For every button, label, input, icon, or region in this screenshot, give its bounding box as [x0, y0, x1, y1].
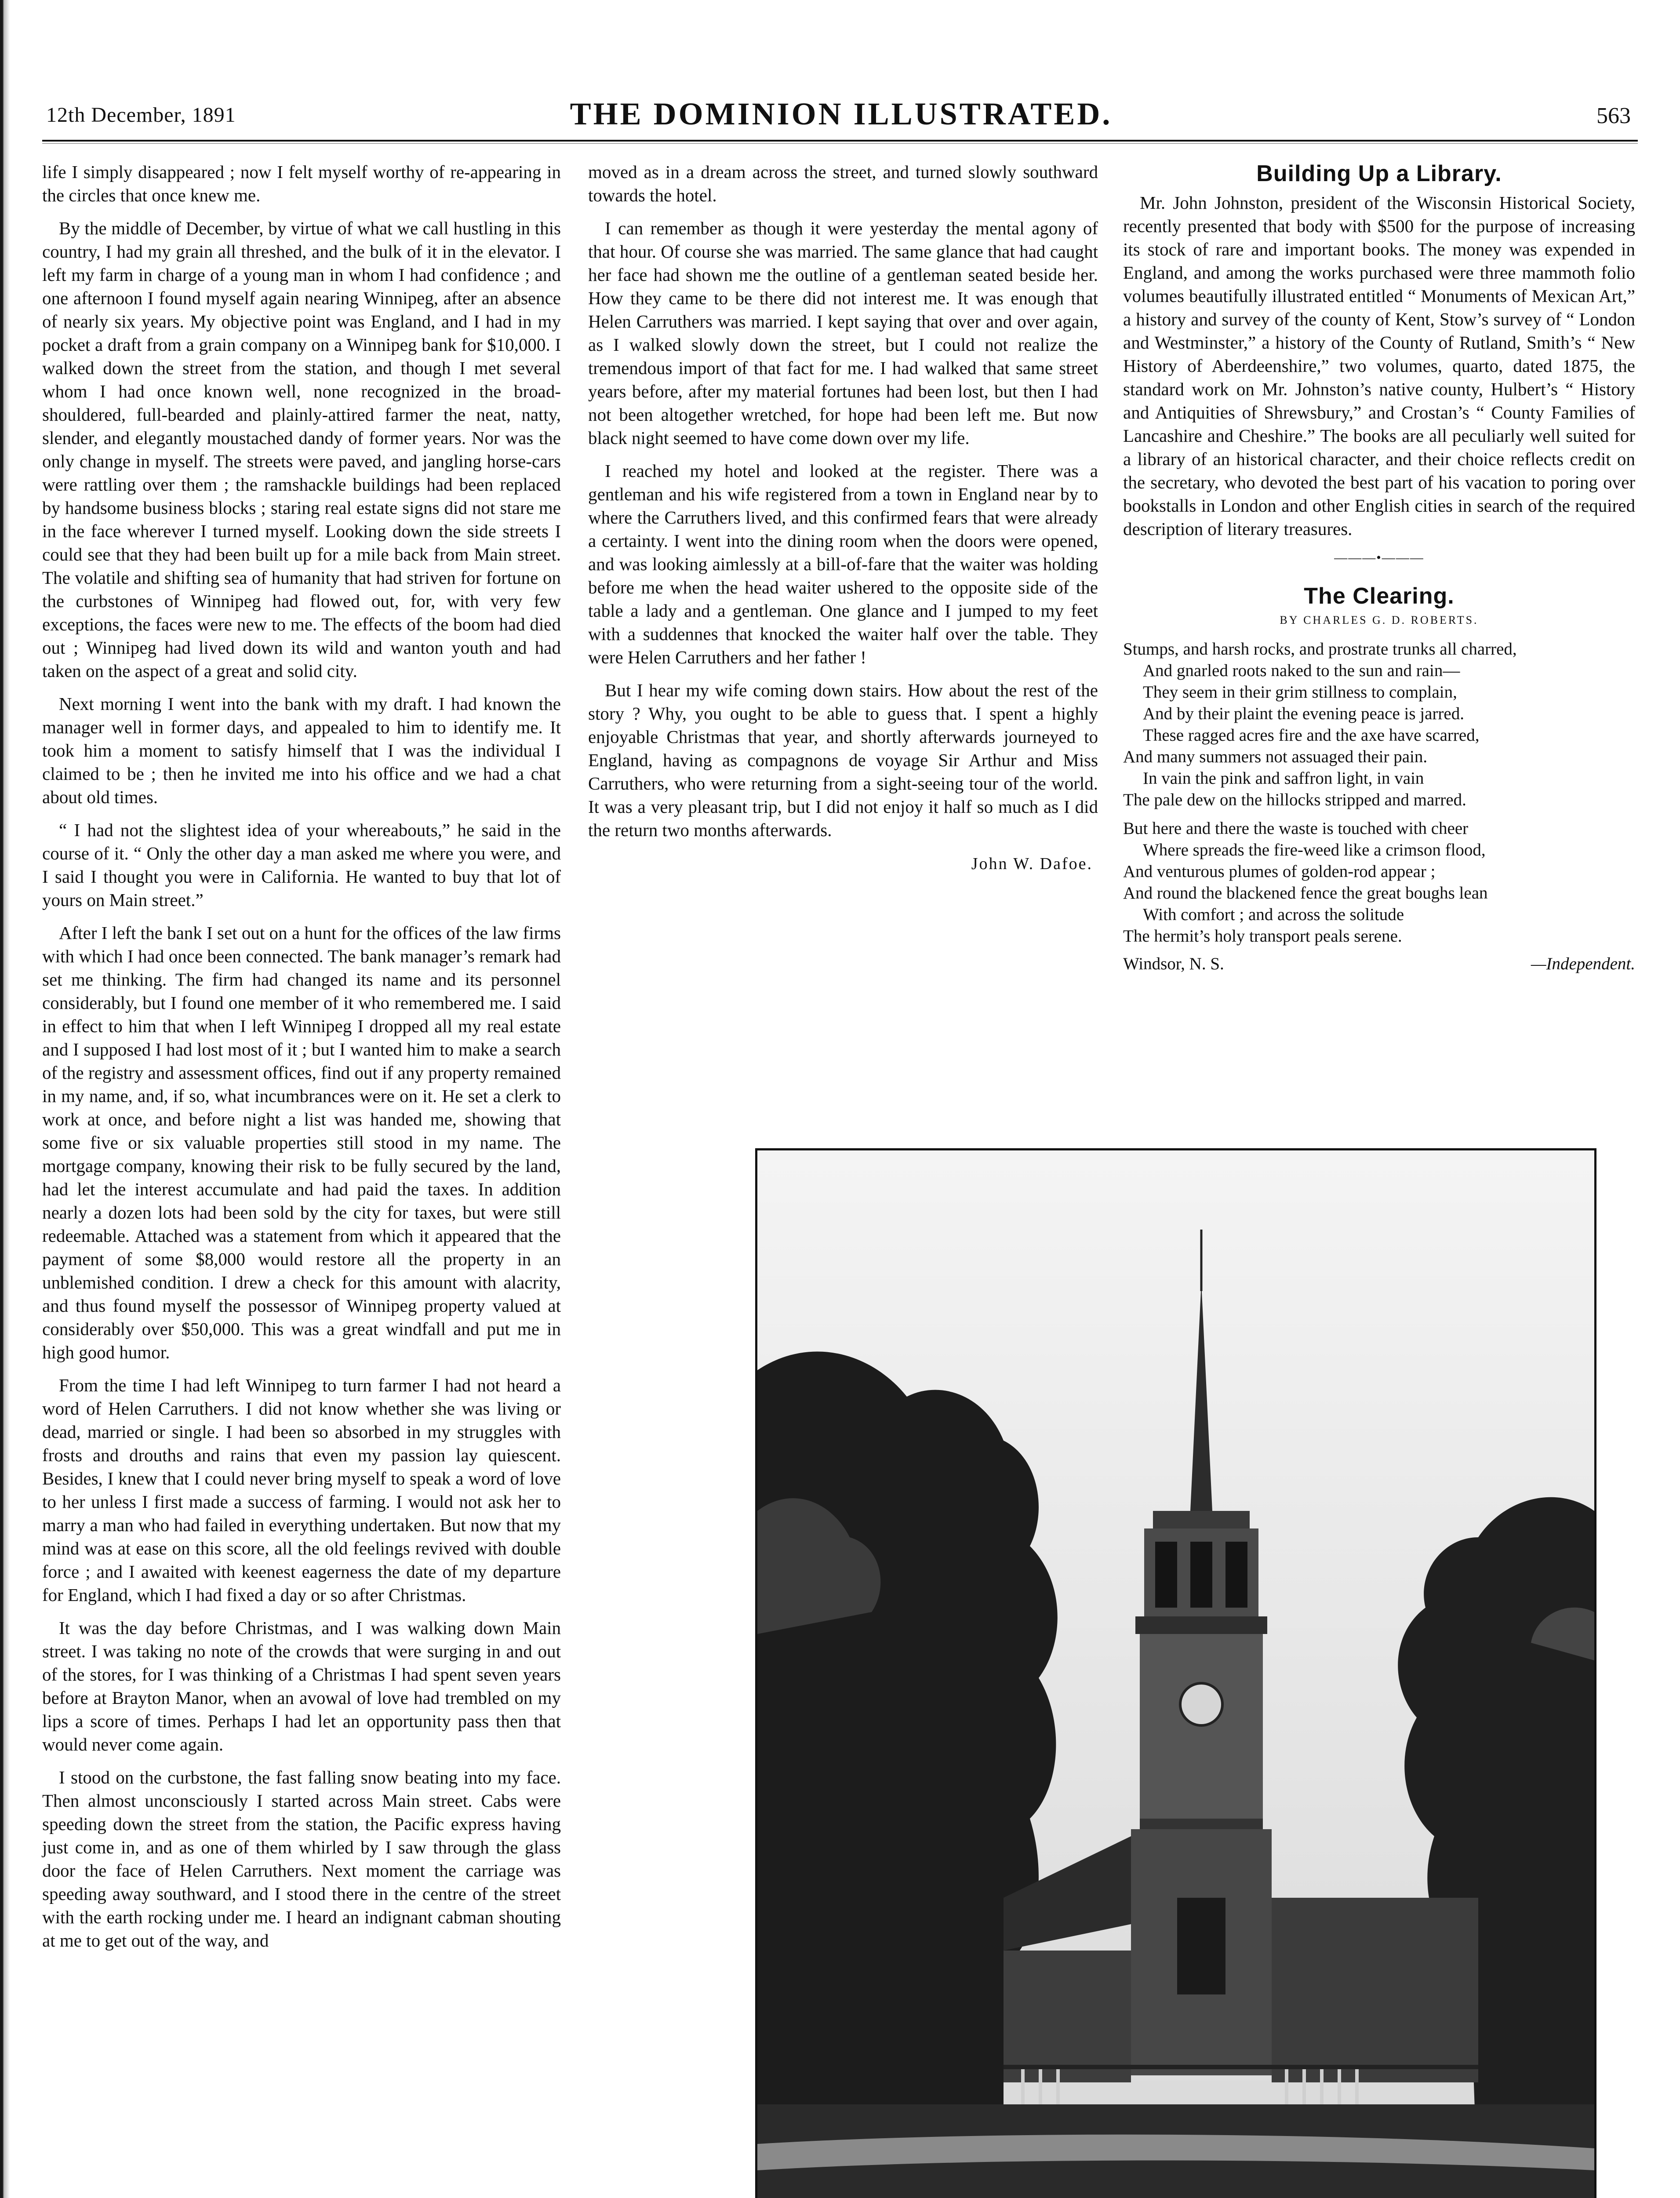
story-paragraph: It was the day before Christmas, and I was walking down Main street. I was taking no note of the crowds that were surging in and out of the stores, for I was thinking of a Christmas I had spent seven years before at Brayton Manor, when an avowal of love had trembled on my lips a score of times. Perhaps I had let an opportunity pass then that would never come again. [42, 1618, 561, 1754]
poem-stanza [1123, 818, 1635, 947]
poem-line: Where spreads the fire-weed like a crimson flood, [1143, 841, 1486, 859]
story-paragraph: I stood on the curbstone, the fast falling snow beating into my face. Then almost unconsciously I started across Main street. Cabs were speeding down the street from the station, the Pacific express having just come in, and as one of them whirled by I saw through the glass door the face of Helen Carruthers. Next moment the carriage was speeding away southward, and I stood there in the centre of the street with the earth rocking under me. I heard an indignant cabman shouting at me to get out of the way, and [42, 1767, 561, 1951]
section-divider: ———•——— [1334, 550, 1424, 565]
header-rule-thin [42, 143, 1638, 144]
poem-line: And venturous plumes of golden-rod appear ; [1123, 862, 1436, 881]
story-paragraph: I reached my hotel and looked at the register. There was a gentleman and his wife registered from a town in England near by to where the Carruthers lived, and this confirmed fears that were already a certainty. I went into the dining room when the doors were opened, and was looking aimlessly at a bill-of-fare that the waiter was holding before me when the head waiter ushered to the opposite side of the table a lady and a gentleman. One glance and I jumped to my feet with a suddennes that knocked the waiter half over the table. They were Helen Carruthers and her father ! [588, 461, 1098, 667]
poem-title: The Clearing. [1304, 583, 1455, 609]
poem-place: Windsor, N. S. [1123, 954, 1224, 973]
story-paragraph: By the middle of December, by virtue of what we call hustling in this country, I had my grain all threshed, and the bulk of it in the elevator. I left my farm in charge of a young man in whom I had confidence ; and one afternoon I found myself again nearing Winnipeg, after an absence of nearly six years. My objective point was England, and I had in my pocket a draft from a grain company on a Winnipeg bank for $10,000. I walked down the street from the station, and though I met several whom I had once known well, none recognized in the broad-shouldered, full-bearded and plainly-attired farmer the neat, natty, slender, and elegantly moustached dandy of former years. Nor was the only change in myself. The streets were paved, and jangling horse-cars were rattling over them ; the ramshackle buildings had been replaced by handsome business blocks ; staring real estate signs did not stare me in the face wherever I turned myself. Looking down the side streets I could see that they had been built up for a mile back from Main street. The volatile and shifting sea of humanity that had striven for fortune on the curbstones of Winnipeg had flowed out, for, with very few exceptions, the faces were new to me. The effects of the boom had died out ; Winnipeg had lived down its wild and wanton youth and had taken on the aspect of a great and solid city. [42, 218, 561, 681]
poem-byline: BY CHARLES G. D. ROBERTS. [1280, 614, 1479, 626]
poem-line: And many summers not assuaged their pain. [1123, 747, 1428, 766]
poem-line: These ragged acres fire and the axe have scarred, [1143, 726, 1480, 745]
poem-line: With comfort ; and across the solitude [1143, 905, 1404, 924]
poem-line: And round the blackened fence the great boughs lean [1123, 884, 1488, 902]
story-author-signature: John W. Dafoe. [971, 855, 1093, 873]
poem-line: In vain the pink and saffron light, in vain [1143, 769, 1424, 788]
poem-line: The pale dew on the hillocks stripped and marred. [1123, 790, 1466, 809]
story-paragraph: life I simply disappeared ; now I felt myself worthy of re-appearing in the circles that once knew me. [42, 162, 561, 205]
poem-line: The hermit’s holy transport peals serene. [1123, 927, 1402, 946]
poem-source: —Independent. [1531, 954, 1635, 973]
story-paragraph: But I hear my wife coming down stairs. How about the rest of the story ? Why, you ought to be able to guess that. I spent a highly enjoyable Christmas that year, and shortly afterwards journeyed to England, having as compagnons de voyage Sir Arthur and Miss Carruthers, who were returning from a sight-seeing tour of the world. It was a very pleasant trip, but I did not enjoy it half so much as I did the return two months afterwards. [588, 680, 1098, 840]
issue-date: 12th December, 1891 [46, 103, 236, 127]
publication-title: THE DOMINION ILLUSTRATED. [570, 96, 1113, 131]
church-photograph [755, 1148, 1596, 2198]
poem-line: And gnarled roots naked to the sun and rain— [1143, 661, 1460, 680]
story-paragraph: moved as in a dream across the street, and turned slowly southward towards the hotel. [588, 162, 1098, 205]
header-rule [42, 140, 1638, 142]
story-column-2 [588, 160, 1098, 873]
poem-line: They seem in their grim stillness to complain, [1143, 683, 1457, 702]
story-column-1 [42, 160, 561, 2198]
church-illustration [757, 1150, 1594, 2198]
library-article-title: Building Up a Library. [1256, 161, 1502, 186]
poem-stanza [1123, 638, 1635, 811]
poem-body [1123, 638, 1635, 947]
story-paragraph: “ I had not the slightest idea of your whereabouts,” he said in the course of it. “ Only the other day a man asked me where you were, and I said I thought you were in California. He wanted to buy that lot of yours on Main street.” [42, 820, 561, 910]
masthead [46, 96, 1636, 135]
page-binding-edge [0, 0, 10, 2198]
library-article-body: Mr. John Johnston, president of the Wisconsin Historical Society, recently presented that body with $500 for the purpose of increasing its stock of rare and important books. The money was expended in England, and among the works purchased were three mammoth folio volumes beautifully illustrated entitled “ Monuments of Mexican Art,” a history and survey of the county of Kent, Stow’s survey of “ London and Westminster,” a history of the County of Rutland, Smith’s “ New History of Aberdeenshire,” two volumes, quarto, dated 1875, the standard work on Mr. Johnston’s native county, Hulbert’s “ History and Antiquities of Shrewsbury,” and Crostan’s “ County Families of Lancashire and Cheshire.” The books are all peculiarly well suited for a library of an historical character, and their choice reflects credit on the secretary, who devoted the best part of his vacation to poring over bookstalls in London and other English cities in search of the required description of literary treasures. [1123, 193, 1635, 539]
story-paragraph: After I left the bank I set out on a hunt for the offices of the law firms with which I had once been connected. The bank manager’s remark had set me thinking. The firm had changed its name and its personnel considerably, but I found one member of it who remembered me. I said in effect to him that when I left Winnipeg I dropped all my real estate and I supposed I had lost most of it ; but I wanted him to make a search of the registry and assessment offices, find out if any property remained in my name, and, if so, what incumbrances were on it. He set a clerk to work at once, and before night a list was handed me, showing that some five or six valuable properties still stood in my name. The mortgage company, knowing their risk to be fully secured by the land, had let the interest accumulate and had paid the taxes. In addition nearly a dozen lots had been sold by the city for taxes, but were still redeemable. Attached was a statement from which it appeared that the payment of some $8,000 would restore all the property in an unblemished condition. I drew a check for this amount with alacrity, and thus found myself the possessor of Winnipeg property valued at considerably over $50,000. This was a great windfall and put me in high good humor. [42, 923, 561, 1362]
poem-line: Stumps, and harsh rocks, and prostrate trunks all charred, [1123, 640, 1517, 659]
story-paragraph: Next morning I went into the bank with my draft. I had known the manager well in former days, and appealed to him to identify me. It took him a moment to satisfy himself that I was the individual I claimed to be ; then he invited me into his office and we had a chat about old times. [42, 694, 561, 807]
story-paragraph: From the time I had left Winnipeg to turn farmer I had not heard a word of Helen Carruthers. I did not know whether she was living or dead, married or single. I had been so absorbed in my struggles with frosts and drouths and rains that even my passion lay quiescent. Besides, I knew that I could never bring myself to speak a word of love to her unless I first made a success of farming. I would not ask her to marry a man who had failed in everything undertaken. But now that my mind was at ease on this score, all the old feelings revived with double force ; and I awaited with keenest eagerness the date of my departure for England, which I had fixed a day or so after Christmas. [42, 1375, 561, 1605]
story-paragraph: I can remember as though it were yesterday the mental agony of that hour. Of course she was married. The same glance that had caught her face had shown me the outline of a gentleman seated beside her. How they came to be there did not interest me. It was enough that Helen Carruthers was married. I kept saying that over and over again, as I walked slowly down the street, but I could not realize the tremendous import of that fact for me. I had walked that same street years before, after my material fortunes had been lost, but then I had not been altogether wretched, for hope had been left me. But now black night seemed to have come down over my life. [588, 218, 1098, 448]
right-column [1123, 160, 1635, 974]
poem-line: And by their plaint the evening peace is jarred. [1143, 704, 1464, 723]
poem-footer [1123, 954, 1635, 974]
poem-line: But here and there the waste is touched with cheer [1123, 819, 1469, 838]
page-number: 563 [1596, 103, 1631, 128]
